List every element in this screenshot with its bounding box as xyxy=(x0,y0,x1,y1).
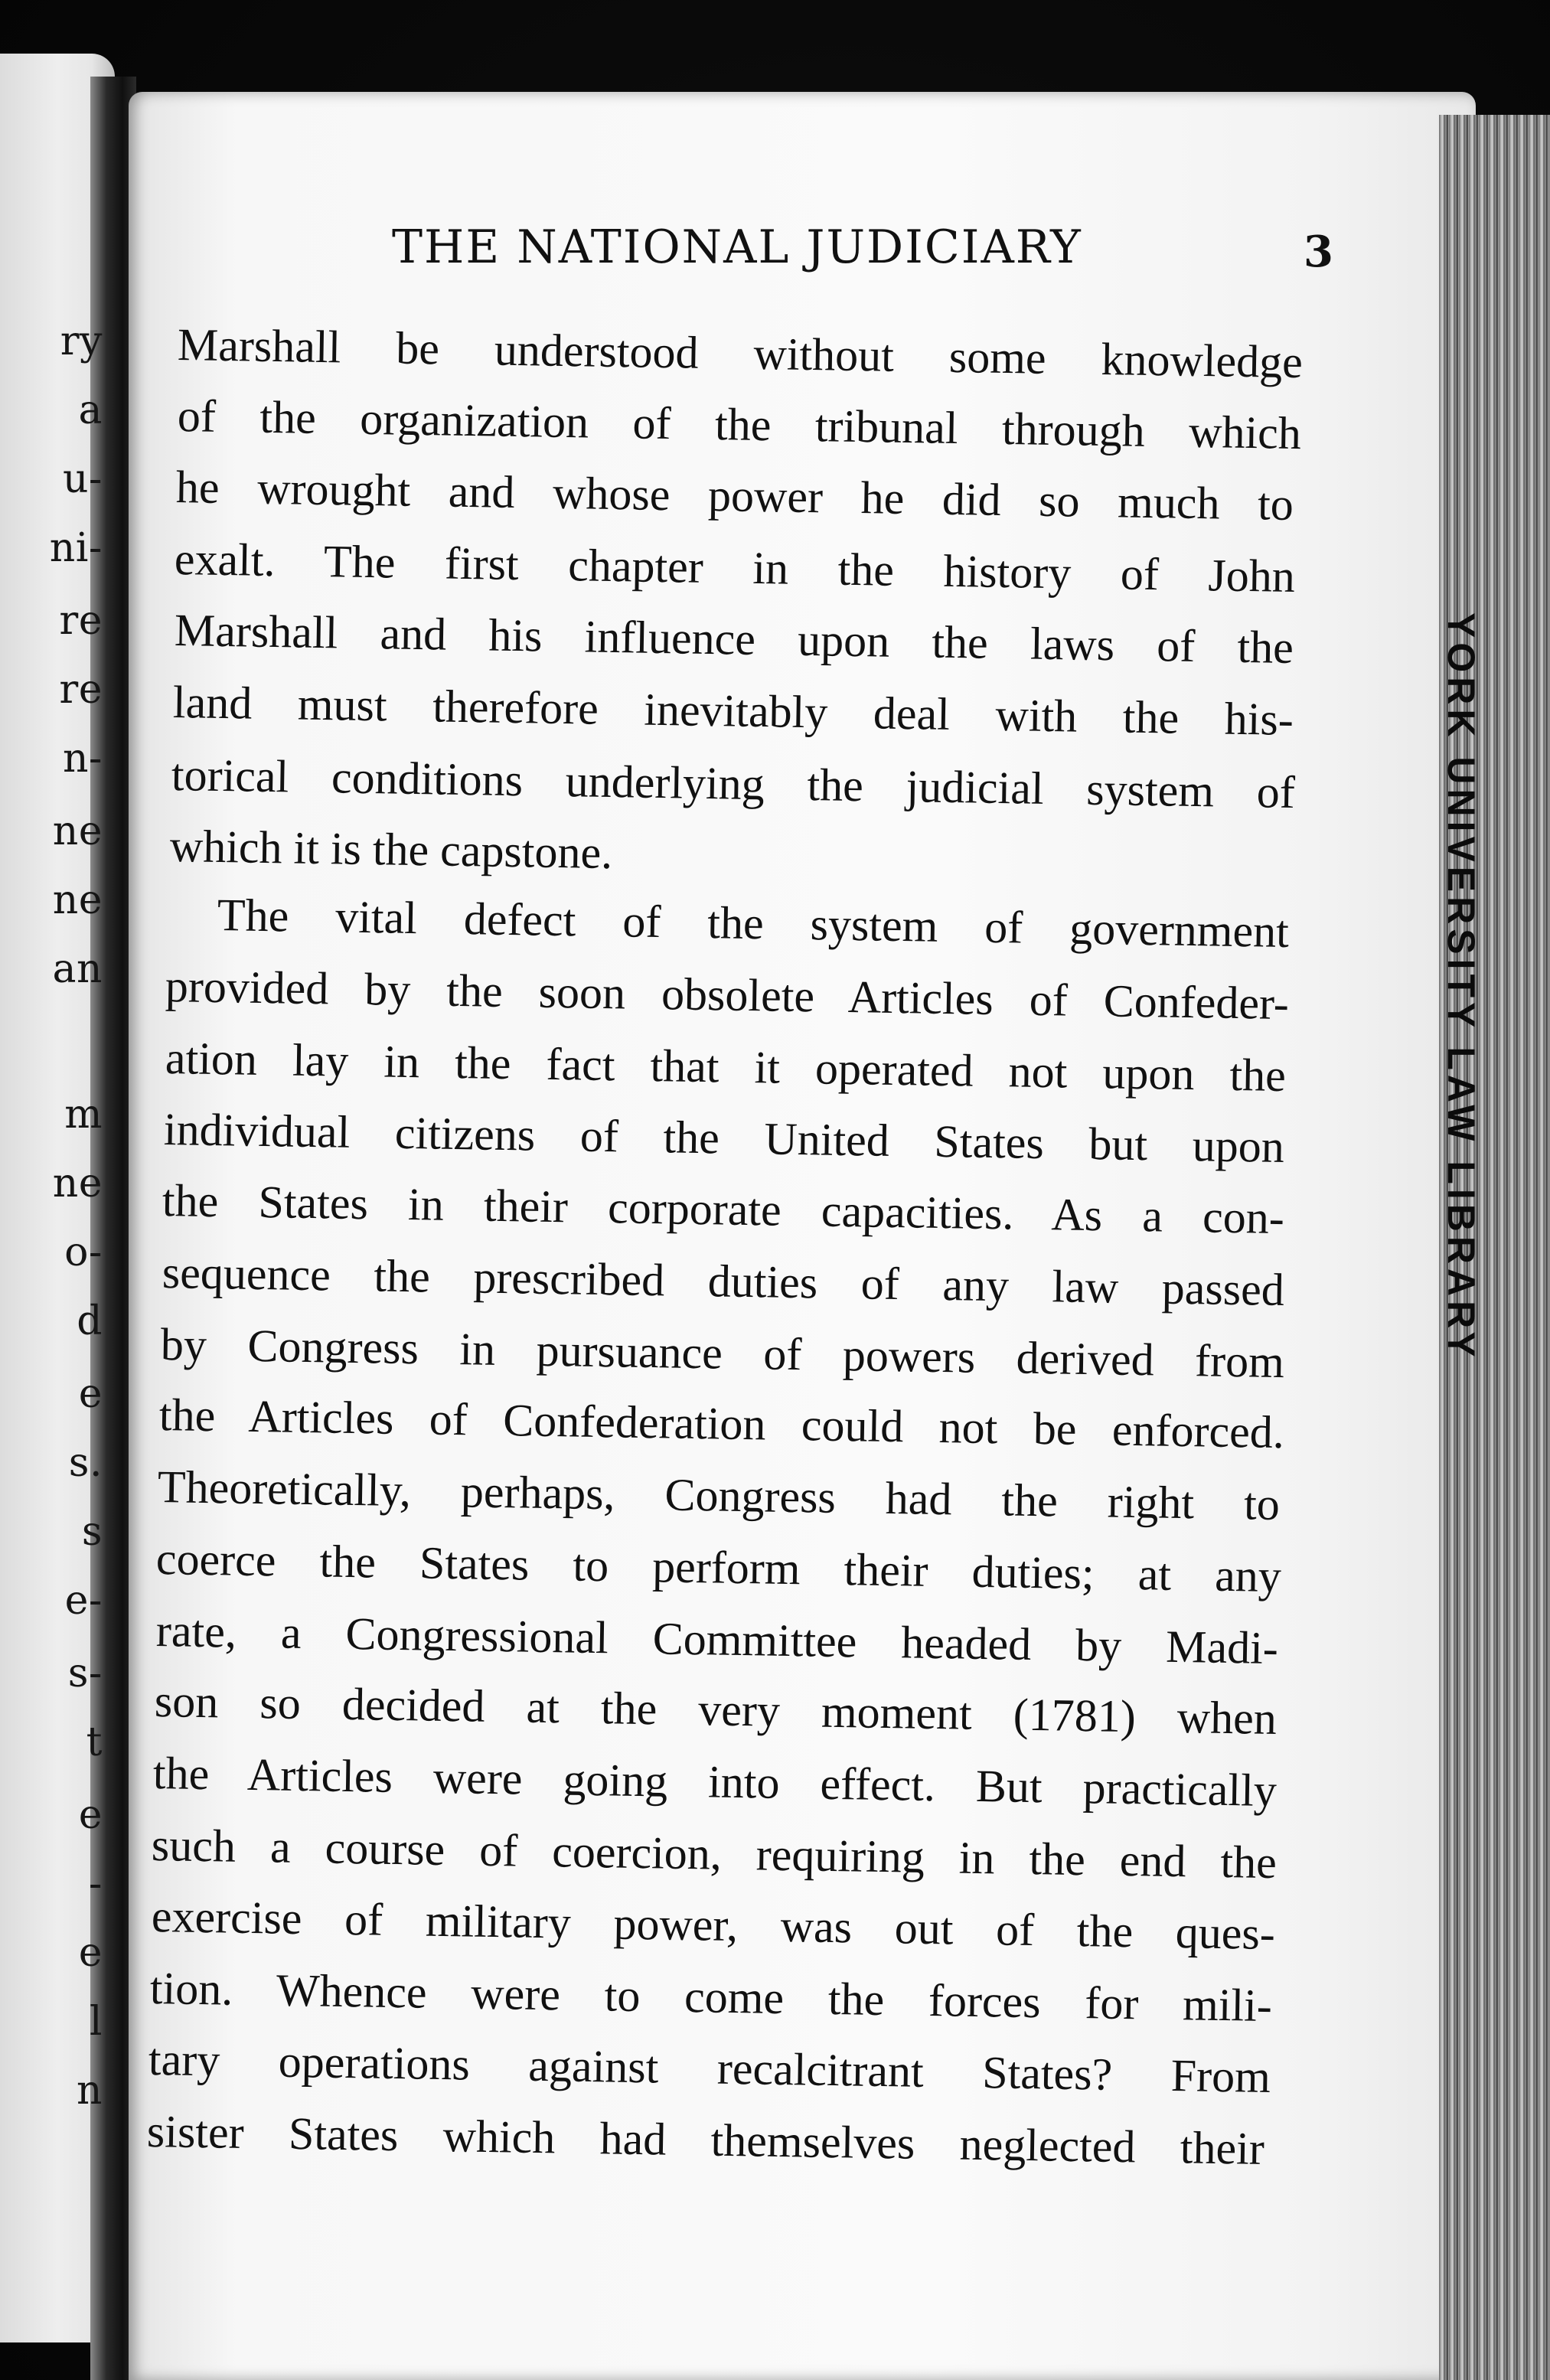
left-page-fragment: an xyxy=(52,946,103,992)
text-line: Marshall be understood without some knowledge xyxy=(177,319,1304,388)
text-line: provided by the soon obsolete Articles of Confeder- xyxy=(165,961,1290,1030)
left-page-fragment: e xyxy=(78,1930,103,1976)
left-page-fragment: o- xyxy=(64,1229,103,1275)
text-line: exalt. The first chapter in the history of John xyxy=(174,534,1296,602)
running-head: THE NATIONAL JUDICIARY xyxy=(392,220,1082,274)
left-page-fragment: m xyxy=(64,1092,103,1138)
left-page-fragment: d xyxy=(77,1298,103,1344)
text-line: The vital defect of the system of government xyxy=(217,890,1290,957)
text-line: such a course of coercion, requiring in the end the xyxy=(151,1820,1278,1889)
text-line: ation lay in the fact that it operated not upon the xyxy=(165,1033,1287,1101)
left-page-fragment: n- xyxy=(62,736,103,782)
text-line: of the organization of the tribunal through which xyxy=(177,390,1302,459)
text-line: torical conditions underlying the judicial system of xyxy=(171,749,1296,818)
text-line: tary operations against recalcitrant States? From xyxy=(148,2034,1271,2103)
text-line: Theoretically, perhaps, Congress had the right to xyxy=(157,1461,1281,1530)
text-line: sister States which had themselves neglected their xyxy=(146,2106,1265,2174)
left-page-fragment: a xyxy=(78,387,103,433)
left-page-fragment: n xyxy=(77,2068,103,2114)
text-line: he wrought and whose power he did so much to xyxy=(175,462,1294,530)
left-page-fragment: e- xyxy=(64,1578,103,1624)
text-line: by Congress in pursuance of powers derived from xyxy=(160,1319,1285,1388)
left-page-fragment: e xyxy=(78,1792,103,1838)
left-page-fragment: s xyxy=(81,1509,103,1555)
left-page-fragment: u- xyxy=(62,456,103,502)
left-page-fragment: - xyxy=(88,1861,103,1907)
left-page-fragment: ne xyxy=(52,1161,103,1206)
text-line: Marshall and his influence upon the laws of the xyxy=(174,605,1294,673)
text-line: sequence the prescribed duties of any law passed xyxy=(162,1247,1285,1316)
text-line: which it is the capstone. xyxy=(169,821,613,879)
text-line: tion. Whence were to come the forces for mili- xyxy=(149,1963,1273,2032)
library-stamp xyxy=(1440,612,1500,1608)
left-page-fragment: ne xyxy=(52,808,103,854)
text-line: rate, a Congressional Committee headed by Madi- xyxy=(155,1605,1279,1674)
text-line: the States in their corporate capacities. As a con- xyxy=(162,1175,1285,1244)
left-page-fragment: ne xyxy=(52,877,103,923)
text-line: exercise of military power, was out of the ques- xyxy=(151,1891,1276,1960)
left-page-fragment: ry xyxy=(60,318,103,364)
left-page-fragment: e xyxy=(78,1371,103,1417)
left-page-fragment: re xyxy=(59,667,103,713)
left-page-fragment: s- xyxy=(67,1650,103,1696)
left-page-fragment: s. xyxy=(68,1440,103,1486)
left-page-fragment: l xyxy=(89,1999,103,2045)
text-line: the Articles of Confederation could not be enforced. xyxy=(158,1389,1285,1458)
left-page-fragment: ni- xyxy=(49,525,103,571)
text-line: coerce the States to perform their duties; at any xyxy=(155,1533,1282,1602)
left-page-fragment: re xyxy=(59,598,103,644)
library-stamp-text: YORK UNIVERSITY LAW LIBRARY xyxy=(1440,612,1483,1362)
page-number: 3 xyxy=(1304,227,1333,277)
text-line: individual citizens of the United States but upon xyxy=(163,1104,1285,1172)
text-line: son so decided at the very moment (1781) when xyxy=(154,1676,1278,1745)
text-line: the Articles were going into effect. But practically xyxy=(152,1748,1278,1817)
text-line: land must therefore inevitably deal with the his- xyxy=(172,677,1294,745)
left-page-fragment: t xyxy=(86,1719,103,1765)
